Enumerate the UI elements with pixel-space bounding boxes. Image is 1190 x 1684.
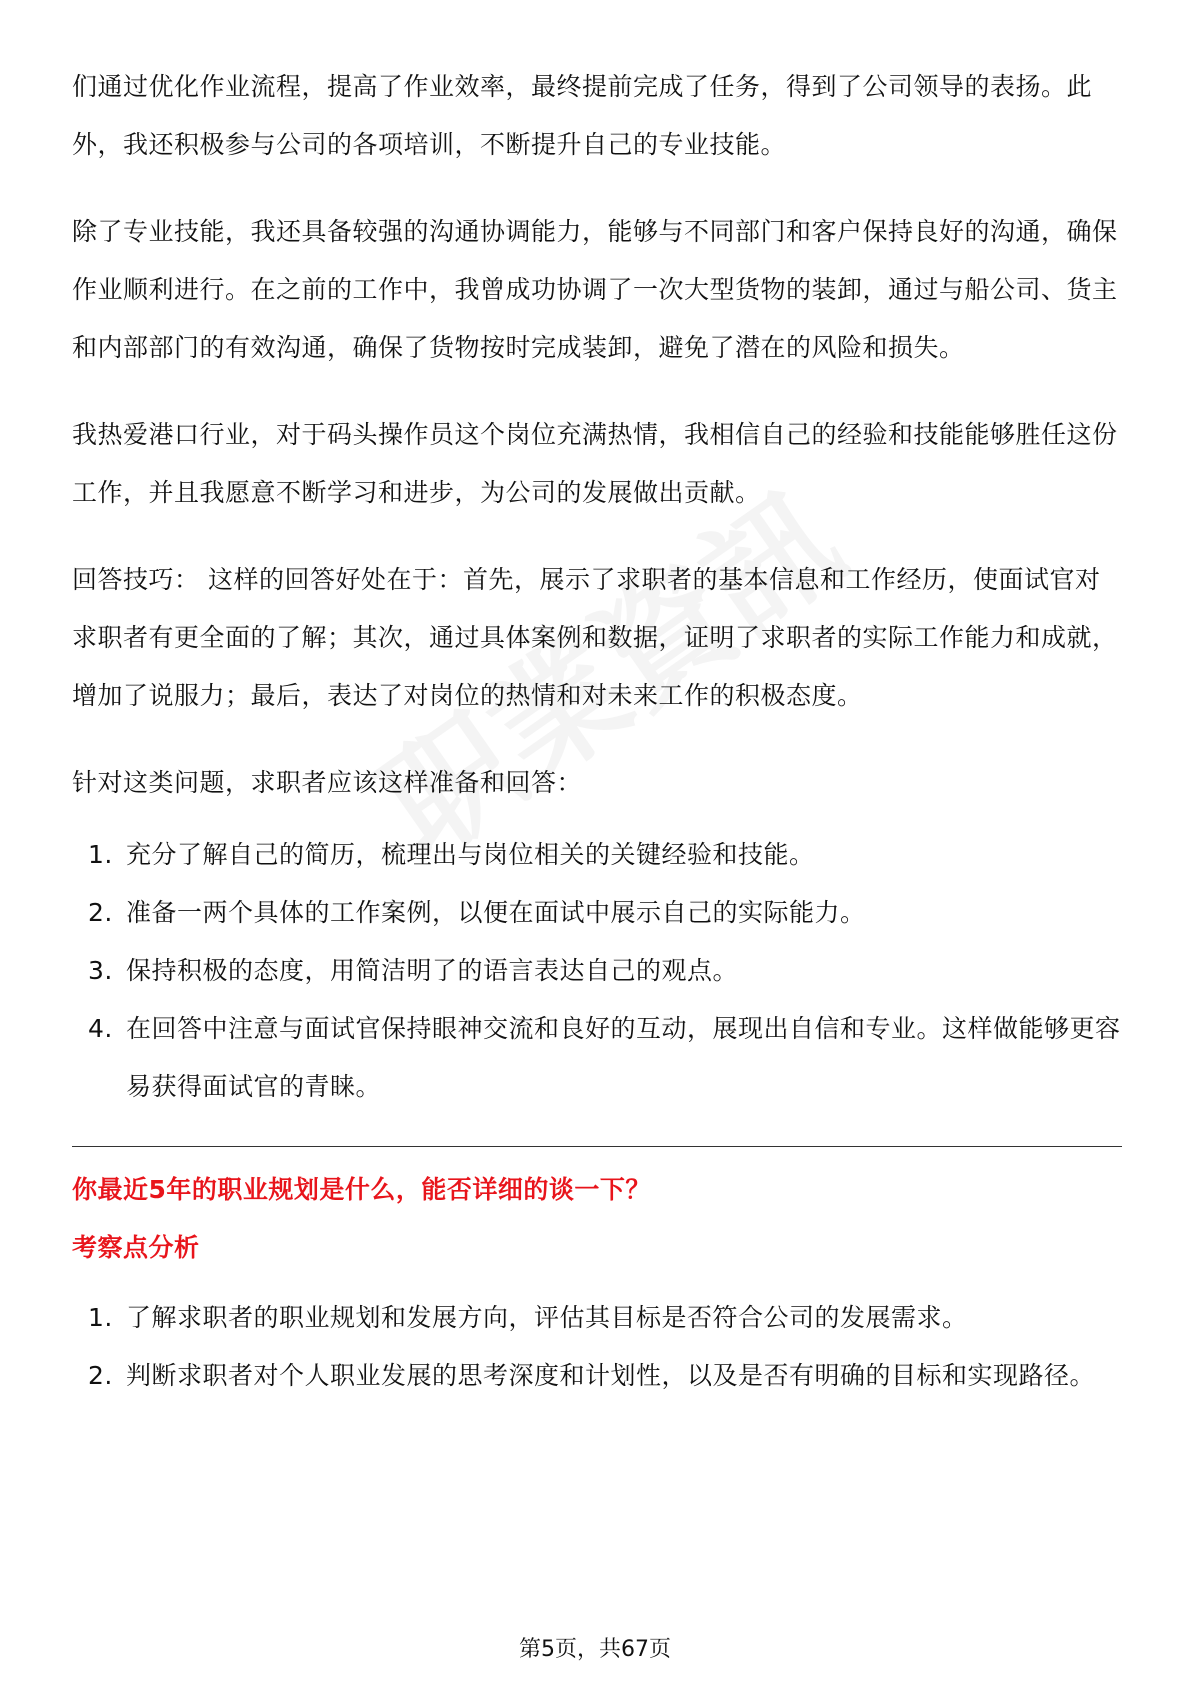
list-item — [72, 1000, 1122, 1116]
list-number: 1. — [88, 840, 113, 869]
list-item — [72, 942, 1122, 1000]
paragraph: 除了专业技能，我还具备较强的沟通协调能力，能够与不同部门和客户保持良好的沟通，确保作业顺利进行。在之前的工作中，我曾成功协调了一次大型货物的装卸，通过与船公司、货主和内部部门的有效沟通，确保了货物按时完成装卸，避免了潜在的风险和损失。 — [72, 217, 1118, 362]
list-number: 3. — [88, 956, 113, 985]
list-item — [72, 1289, 1122, 1347]
list-item — [72, 884, 1122, 942]
list-number: 2. — [88, 1361, 113, 1390]
section-divider — [72, 1146, 1122, 1147]
paragraph: 们通过优化作业流程，提高了作业效率，最终提前完成了任务，得到了公司领导的表扬。此外，我还积极参与公司的各项培训，不断提升自己的专业技能。 — [72, 72, 1093, 159]
list-number: 1. — [88, 1303, 113, 1332]
preparation-list — [72, 826, 1122, 1116]
list-number: 4. — [88, 1014, 113, 1043]
list-item-text: 准备一两个具体的工作案例，以便在面试中展示自己的实际能力。 — [126, 898, 866, 927]
list-item-text: 判断求职者对个人职业发展的思考深度和计划性，以及是否有明确的目标和实现路径。 — [126, 1361, 1096, 1390]
list-item-text: 在回答中注意与面试官保持眼神交流和良好的互动，展现出自信和专业。这样做能够更容易获得面试官的青睐。 — [126, 1014, 1121, 1101]
list-item — [72, 826, 1122, 884]
interview-question: 你最近5年的职业规划是什么，能否详细的谈一下？ — [72, 1175, 651, 1204]
list-number: 2. — [88, 898, 113, 927]
page-footer: 第5页，共67页 — [519, 1637, 671, 1662]
list-item-text: 保持积极的态度，用简洁明了的语言表达自己的观点。 — [126, 956, 739, 985]
paragraph: 我热爱港口行业，对于码头操作员这个岗位充满热情，我相信自己的经验和技能能够胜任这份工作，并且我愿意不断学习和进步，为公司的发展做出贡献。 — [72, 420, 1118, 507]
paragraph: 针对这类问题，求职者应该这样准备和回答： — [72, 768, 583, 797]
list-item-text: 充分了解自己的简历，梳理出与岗位相关的关键经验和技能。 — [126, 840, 815, 869]
analysis-heading: 考察点分析 — [72, 1233, 200, 1262]
list-item-text: 了解求职者的职业规划和发展方向，评估其目标是否符合公司的发展需求。 — [126, 1303, 968, 1332]
analysis-list — [72, 1289, 1122, 1405]
list-item — [72, 1347, 1122, 1405]
paragraph: 回答技巧： 这样的回答好处在于：首先，展示了求职者的基本信息和工作经历，使面试官对求职者有更全面的了解；其次，通过具体案例和数据，证明了求职者的实际工作能力和成就，增加了说服力；最后，表达了对岗位的热情和对未来工作的积极态度。 — [72, 565, 1118, 710]
page-content — [72, 58, 1122, 1405]
